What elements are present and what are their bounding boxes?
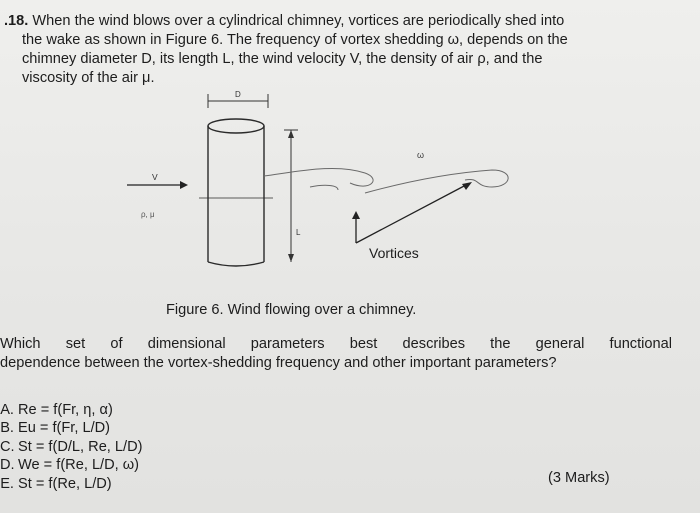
question-line-1: .18. When the wind blows over a cylindrical chimney, vortices are periodically shed into bbox=[4, 13, 565, 29]
question-text bbox=[4, 12, 684, 88]
option-b[interactable]: B. Eu = f(Fr, L/D) bbox=[0, 420, 111, 437]
option-c[interactable]: C. St = f(D/L, Re, L/D) bbox=[0, 438, 143, 455]
question-prompt bbox=[0, 335, 672, 373]
label-v: V bbox=[152, 172, 158, 182]
figure-caption: Figure 6. Wind flowing over a chimney. bbox=[166, 302, 417, 318]
marks-label: (3 Marks) bbox=[548, 470, 610, 486]
label-omega: ω bbox=[417, 150, 425, 160]
label-l: L bbox=[296, 228, 301, 237]
label-vortices: Vortices bbox=[369, 245, 419, 261]
question-line-2: the wake as shown in Figure 6. The frequency of vortex shedding ω, depends on the bbox=[22, 32, 568, 48]
answer-options bbox=[0, 401, 143, 493]
chimney-figure bbox=[120, 84, 520, 274]
chimney-cylinder bbox=[199, 119, 273, 266]
label-rho-mu: ρ, μ bbox=[141, 210, 155, 219]
option-e[interactable]: E. St = f(Re, L/D) bbox=[0, 475, 112, 492]
question-line-3: chimney diameter D, its length L, the wind velocity V, the density of air ρ, and the bbox=[22, 51, 543, 67]
option-a[interactable]: A. Re = f(Fr, η, α) bbox=[0, 402, 113, 418]
option-d[interactable]: D. We = f(Re, L/D, ω) bbox=[0, 457, 140, 474]
vortices-arrow-diagonal bbox=[356, 185, 466, 243]
question-number: .18. bbox=[4, 13, 29, 29]
vortex-street bbox=[264, 168, 508, 193]
prompt-line-1: Which set of dimensional parameters best describes the general functional bbox=[0, 336, 672, 352]
label-d: D bbox=[235, 90, 241, 99]
prompt-line-2: dependence between the vortex-shedding frequency and other important parameters? bbox=[0, 355, 557, 371]
question-line-4: viscosity of the air μ. bbox=[22, 70, 155, 86]
